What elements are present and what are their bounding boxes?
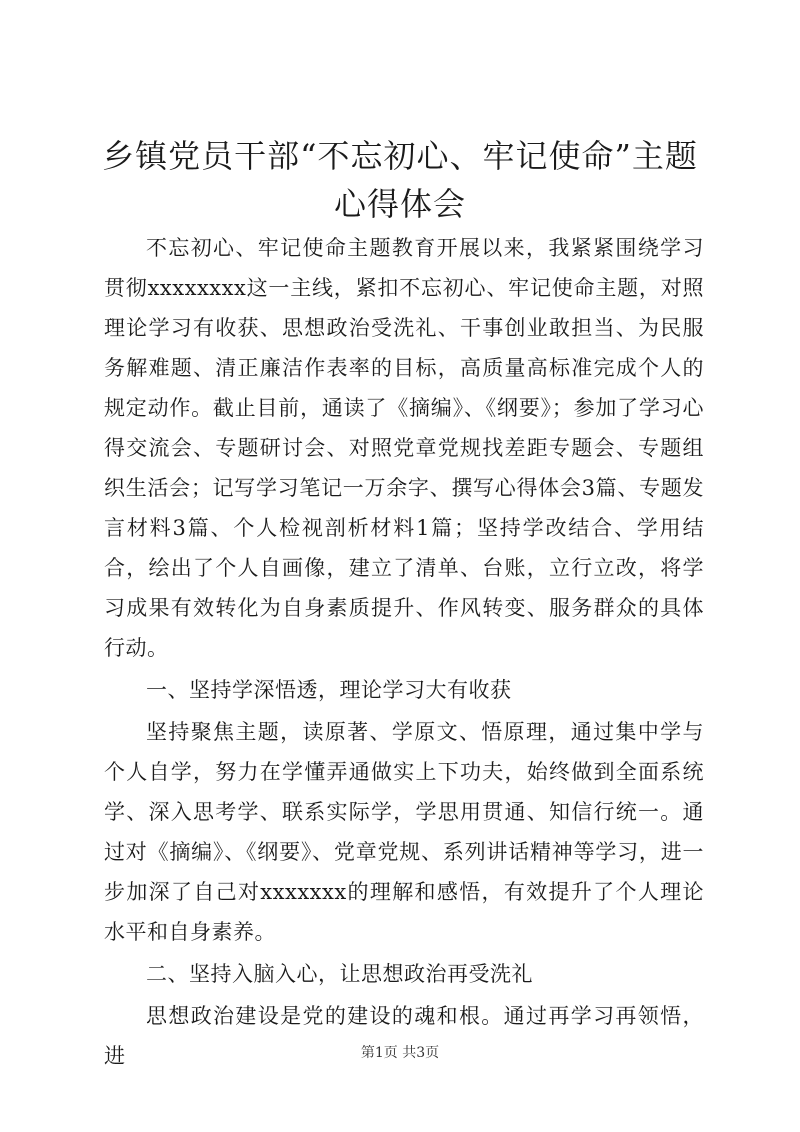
page-footer: 第1页 共3页 — [360, 1045, 440, 1061]
section-1-paragraph: 坚持聚焦主题，读原著、学原文、悟原理，通过集中学与个人自学，努力在学懂弄通做实上下功夫，始终做到全面系统学、深入思考学、联系实际学，学思用贯通、知信行统一。通过对《摘编》、《纲要》、党章党规、系列讲话精神等学习，进一步加深了自己对xxxxxxx的理解和感悟，有效提升了个人理论水平和自身素养。 — [104, 720, 704, 944]
section-2-paragraph: 思想政治建设是党的建设的魂和根。通过再学习再领悟，进 — [104, 1004, 704, 1068]
document-title: 乡镇党员干部“不忘初心、牢记使命”主题心得体会 — [102, 137, 698, 223]
section-heading-1: 一、坚持学深悟透，理论学习大有收获 — [146, 678, 512, 702]
section-heading-2: 二、坚持入脑入心，让思想政治再受洗礼 — [146, 962, 533, 986]
document-body — [104, 228, 704, 1076]
intro-paragraph: 不忘初心、牢记使命主题教育开展以来，我紧紧围绕学习贯彻xxxxxxxx这一主线，紧扣不忘初心、牢记使命主题，对照理论学习有收获、思想政治受洗礼、干事创业敢担当、为民服务解难题、清正廉洁作表率的目标，高质量高标准完成个人的规定动作。截止目前，通读了《摘编》、《纲要》；参加了学习心得交流会、专题研讨会、对照党章党规找差距专题会、专题组织生活会；记写学习笔记一万余字、撰写心得体会3篇、专题发言材料3篇、个人检视剖析材料1篇；坚持学改结合、学用结合，绘出了个人自画像，建立了清单、台账，立行立改，将学习成果有效转化为自身素质提升、作风转变、服务群众的具体行动。 — [104, 236, 704, 660]
